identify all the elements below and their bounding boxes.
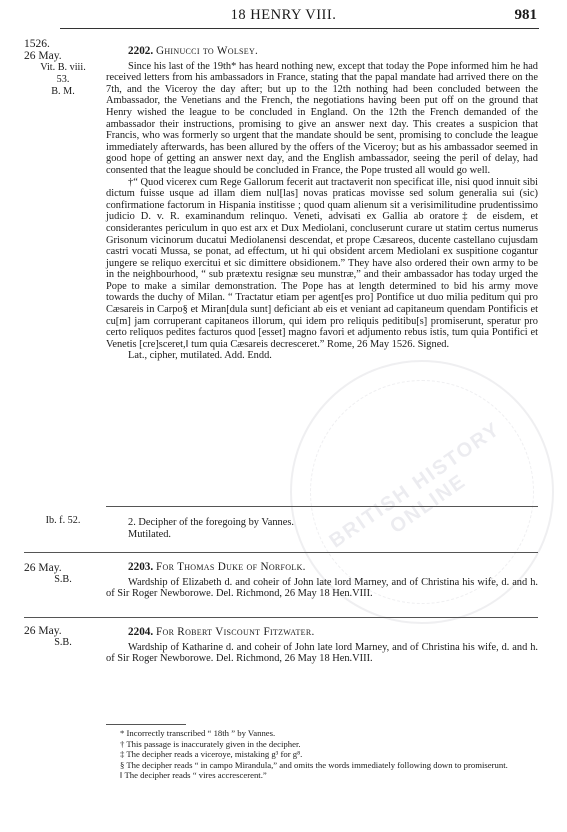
entry-text: Wardship of Katharine d. and coheir of John late lord Marney, and of Christina his wife, d. and h. of Sir Roger Newborowe. Del. Richmond, 26 May 18 Hen.VIII. — [106, 641, 538, 665]
running-head-title: 18 HENRY VIII. — [230, 7, 337, 23]
entry-divider — [24, 617, 538, 618]
margin-2202-decipher — [24, 515, 102, 527]
entry-text: Wardship of Elizabeth d. and coheir of John late lord Marney, and of Christina his wife, d. and h. of Sir Roger Newborowe. Del. Richmond, 26 May 18 Hen.VIII. — [106, 576, 538, 600]
margin-year: 1526. — [24, 38, 50, 50]
entry-note: Mutilated. — [128, 528, 171, 540]
entry-title: Ghinucci to Wolsey. — [155, 45, 259, 57]
entry-2202 — [106, 46, 538, 362]
entry-title: For Thomas Duke of Norfolk. — [155, 561, 306, 573]
entry-2204 — [106, 627, 538, 665]
footnotes — [106, 724, 538, 781]
footnote: † This passage is inaccurately given in the decipher. — [120, 738, 301, 749]
watermark-text: BRITISH HISTORY ONLINE — [325, 417, 505, 553]
footnote: ‖ The decipher reads “ vires accrescerent.” — [120, 770, 267, 781]
margin-date: 26 May. — [24, 562, 62, 574]
margin-date: 26 May. — [24, 625, 62, 637]
margin-ref: S.B. — [54, 574, 72, 585]
entry-2202-decipher — [106, 517, 538, 540]
entry-note: Lat., cipher, mutilated. Add. Endd. — [128, 350, 272, 362]
margin-ref: B. M. — [51, 86, 75, 97]
margin-2203 — [24, 562, 102, 586]
entry-paragraph: Since his last of the 19th* has heard nothing new, except that today the Pope informed him he had received letters from his ambassadors in France, stating that the papal mandate had arrived there on the 7th, and the Viceroy the day after; but up to the 12th nothing had been concluded between the Ambassador, the Venetians and the French, the negotiations having been put off on the ground that Henry wished the league to be concluded in England. On the 12th the French demanded of the ambassador their instructions, promising to give an answer next day. This creates a suspicion that Francis, who was formerly so urgent that the mandate should be sent, promising to conclude the league immediately afterwards, has been allured by the offers of the Viceroy; but as his ambassador seemed in good hope of getting an answer next day, and the English ambassador, seeing the peril of delay, had consented that the league should be concluded in France, the Pope trusted all would go well. — [106, 60, 538, 176]
entry-title: For Robert Viscount Fitzwater. — [155, 626, 315, 638]
margin-2202 — [24, 38, 102, 98]
entry-divider — [106, 506, 538, 507]
margin-ref: S.B. — [54, 637, 72, 648]
margin-ref: Ib. f. 52. — [45, 515, 81, 526]
margin-date: 26 May. — [24, 50, 62, 62]
entry-text: 2. Decipher of the foregoing by Vannes. — [128, 517, 295, 528]
margin-2204 — [24, 625, 102, 649]
entry-divider — [24, 552, 538, 553]
footnote: ‡ The decipher reads a viceroye, mistaking g³ for g⁸. — [120, 749, 303, 760]
footnote-rule — [106, 724, 186, 725]
entry-2203 — [106, 562, 538, 600]
margin-ref: Vit. B. viii. — [40, 62, 86, 73]
entry-heading — [106, 46, 538, 58]
footnote: § The decipher reads “ in campo Mirandula,” and omits the words immediately following down to promiserunt. — [120, 759, 508, 770]
entry-heading — [106, 627, 538, 639]
entry-heading — [106, 562, 538, 574]
entry-paragraph: †“ Quod vicerex cum Rege Gallorum fecerit aut tractaverit non specificat ille, nisi quod innuit sibi dictum fuisse usque ad illam diem nul[las] novas praticas movisse sed solum generalia sui (sic) confirmatione factorum in Hispania institisse ; quod quam alienum sit a verisimilitudine prudentissimo judicio D. v. R. examinandum relinquo. Veneti, advisati ex Gallia ab oratore‡ de eisdem, et considerantes periculum in quo est arx et Dux Mediolani, concluserunt curare ut statim certus numerus Grisonum vicinorum ducatui Mediolanensi descendat, et prope Cæsareos, ducente castellano cujusdam castri vocati Mussa, se ponat, ad effectum, ut hi qui obsident arcem Mediolani ex suspitione cogantur jungere se reliquo exercitui et sic dimittere obsidionem.” They have also ordered their own army to be in the neighbourhood, “ sub prætextu resignæ seu munstræ,” and their ambassador has today urged the Pope to make a similar demonstration. The Pope has at length determined to bid his army move towards the duchy of Milan. “ Tractatur etiam per agent[es pro] Pontifice ut duo milia peditum qui pro Cæsareis in Carpo§ et Miran[dula sunt] deficiant ab eis et veniant ad capitaneum quendam Pontificis et cu[m] jam corruperant capitaneos illorum, qui idem pro reliquis peditibu[s] promiserunt, speratur pro certo reliquos pedites facturos quod [esset] magno favori et adjumento rebus istis, tum quia Pontifici et Venetis [cre]sceret,‖ tum quia Cæsareis decresceret.” Rome, 26 May 1526. Signed. — [106, 176, 538, 350]
entry-number: 2203. — [128, 561, 154, 573]
footnote: * Incorrectly transcribed “ 18th ” by Vannes. — [120, 728, 276, 738]
header-rule — [60, 28, 539, 29]
entry-number: 2202. — [128, 45, 154, 57]
margin-ref: 53. — [56, 74, 70, 85]
entry-number: 2204. — [128, 626, 154, 638]
page-number: 981 — [514, 7, 537, 23]
running-head — [0, 6, 567, 26]
